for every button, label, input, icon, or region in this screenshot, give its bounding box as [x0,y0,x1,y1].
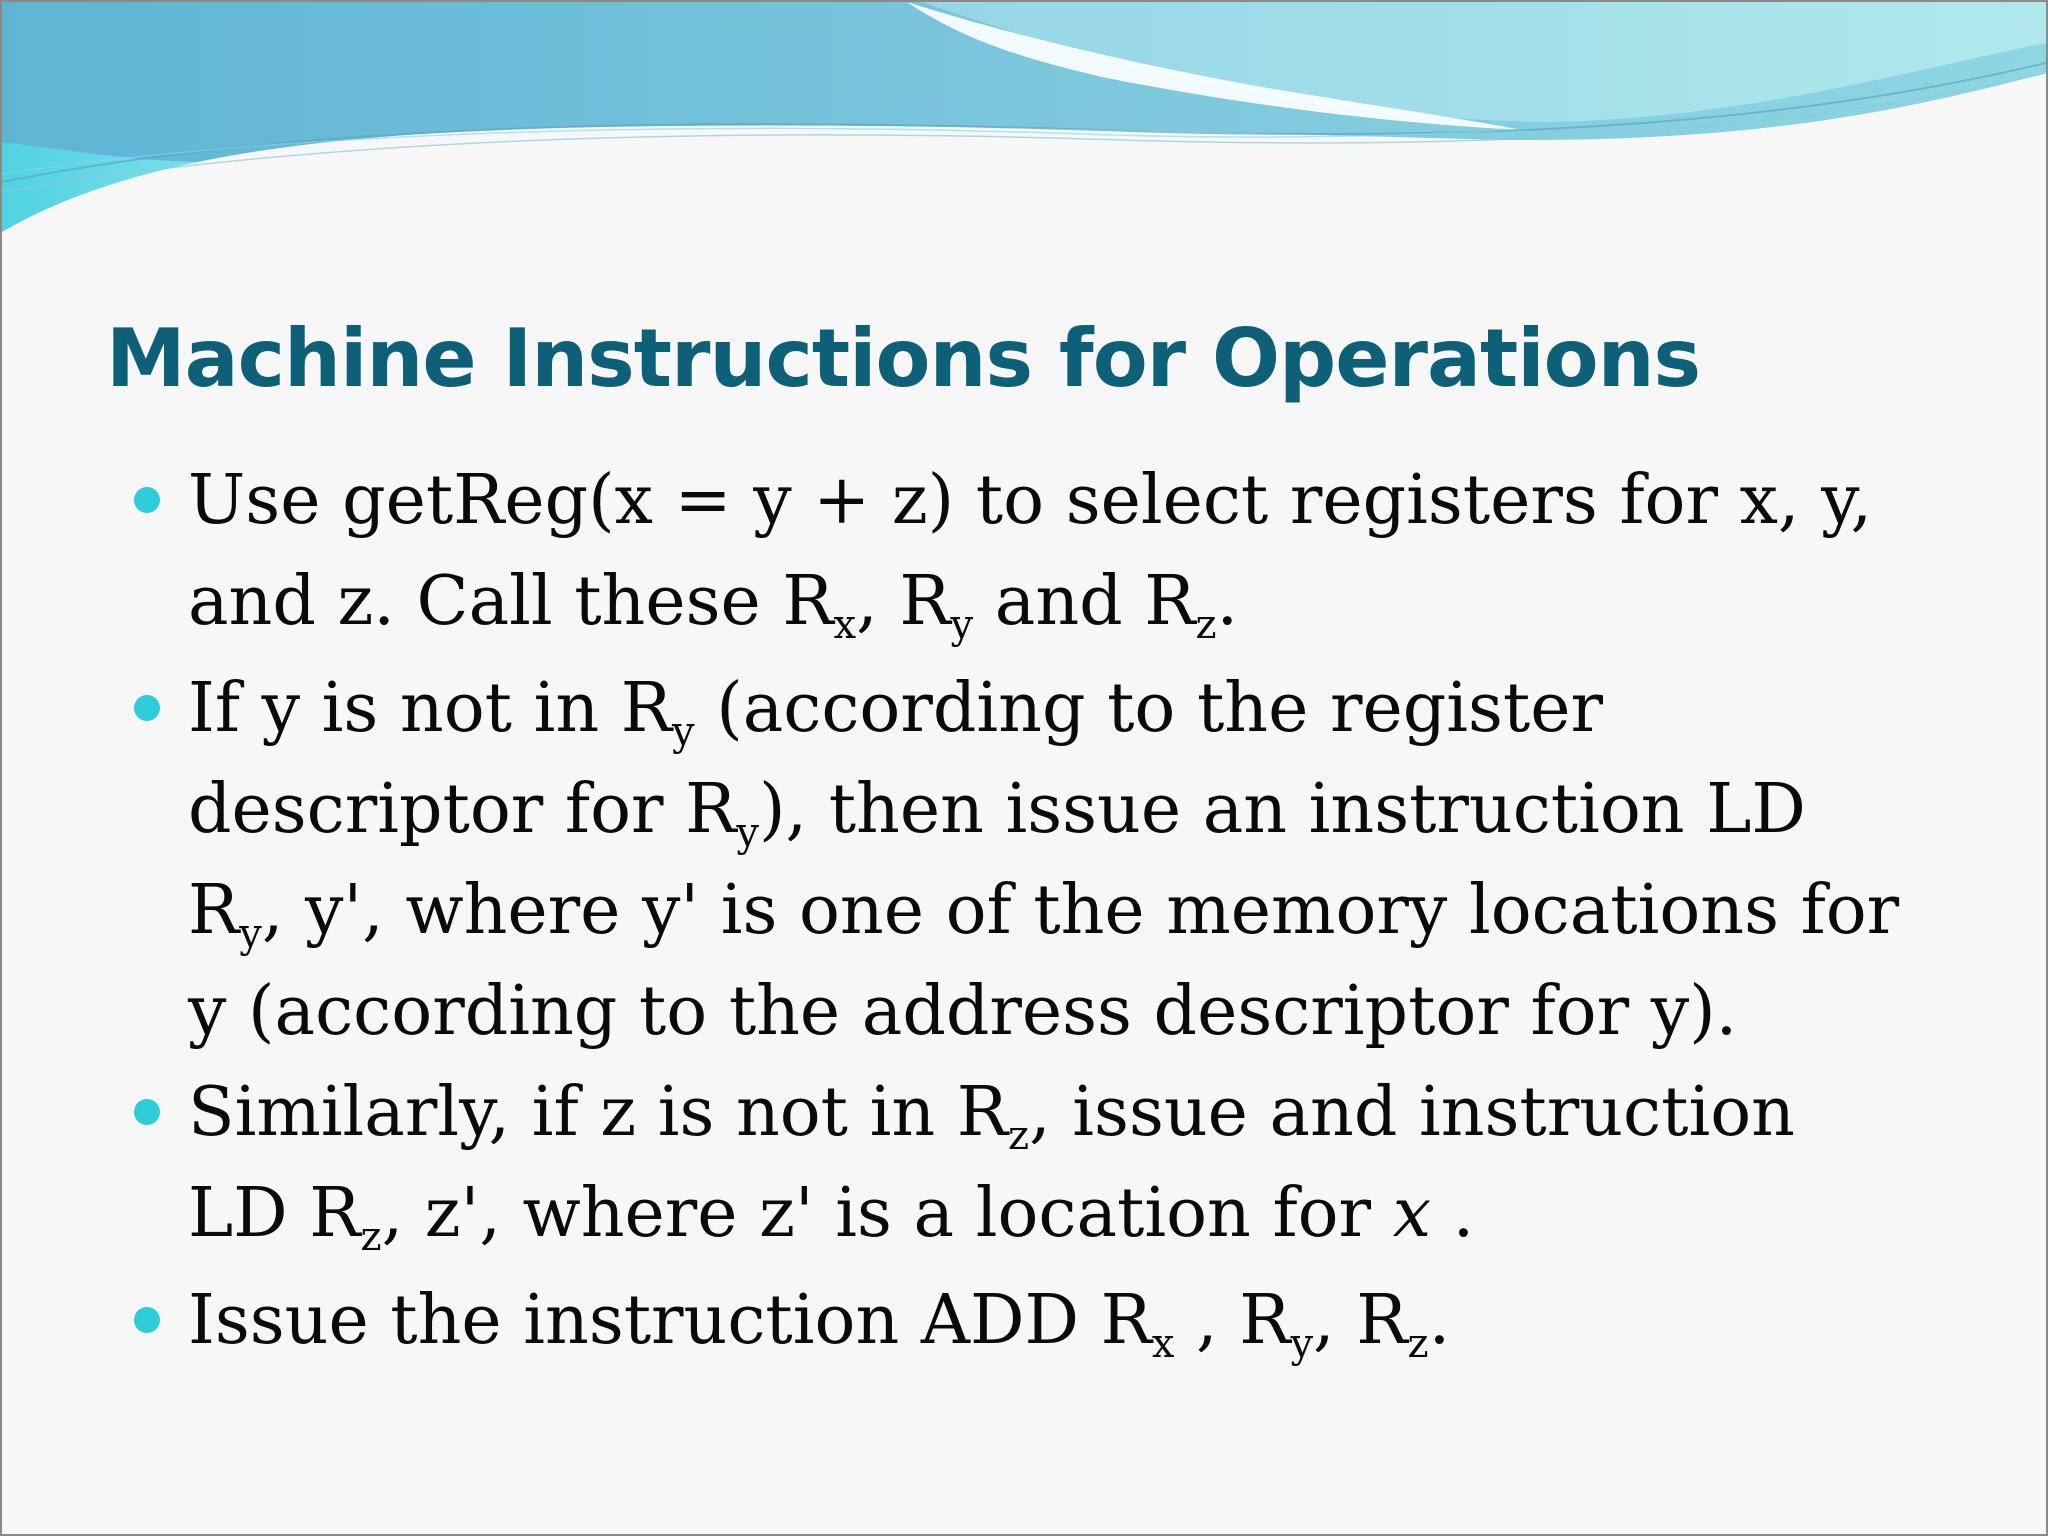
bullet-2-text: (according to the register [694,669,1603,748]
subscript: x [1151,1321,1175,1367]
bullet-item-1 [188,450,1988,652]
bullet-2-text: ), then issue an instruction LD [758,770,1806,849]
slide-title: Machine Instructions for Operations [106,312,1701,405]
bullet-2-text: R [188,871,240,950]
bullet-dot-icon [134,695,160,721]
italic-variable: x [1392,1174,1432,1253]
bullet-dot-icon [134,1307,160,1333]
subscript: y [1290,1321,1314,1367]
bullet-4-text: , R [1313,1281,1408,1360]
bullet-1-text: and z. Call these R [188,562,834,641]
subscript: y [736,810,759,856]
bullet-1-line-1: Use getReg(x = y + z) to select registers for x, y, [188,461,1873,540]
bullet-list [188,450,1988,1371]
bullet-4-text: . [1428,1281,1451,1360]
bullet-1-text: , R [856,562,951,641]
subscript: y [950,602,974,648]
subscript: y [671,709,695,755]
bullet-3-text: LD R [188,1174,361,1253]
subscript: z [1195,602,1217,648]
subscript: y [239,911,262,957]
bullet-item-4 [188,1270,1988,1371]
bullet-dot-icon [134,487,160,513]
bullet-4-text: Issue the instruction ADD R [188,1281,1152,1360]
subscript: z [1407,1321,1429,1367]
bullet-item-3 [188,1062,1988,1264]
bullet-3-text: Similarly, if z is not in R [188,1073,1008,1152]
bullet-item-2 [188,658,1988,1062]
bullet-dot-icon [134,1099,160,1125]
bullet-2-text: , y', where y' is one of the memory locations for [261,871,1900,950]
bullet-3-text: , issue and instruction [1029,1073,1795,1152]
bullet-2-text: descriptor for R [188,770,737,849]
bullet-1-text: . [1216,562,1239,641]
bullet-2-text: If y is not in R [188,669,672,748]
bullet-4-text: , R [1174,1281,1291,1360]
subscript: x [833,602,857,648]
subscript: z [360,1214,382,1260]
bullet-3-text: , z', where z' is a location for [381,1174,1393,1253]
bullet-2-text: y (according to the address descriptor for y). [188,972,1738,1051]
wave-banner [2,2,2048,242]
bullet-1-text: and R [973,562,1196,641]
bullet-3-text: . [1431,1174,1475,1253]
subscript: z [1007,1113,1030,1159]
